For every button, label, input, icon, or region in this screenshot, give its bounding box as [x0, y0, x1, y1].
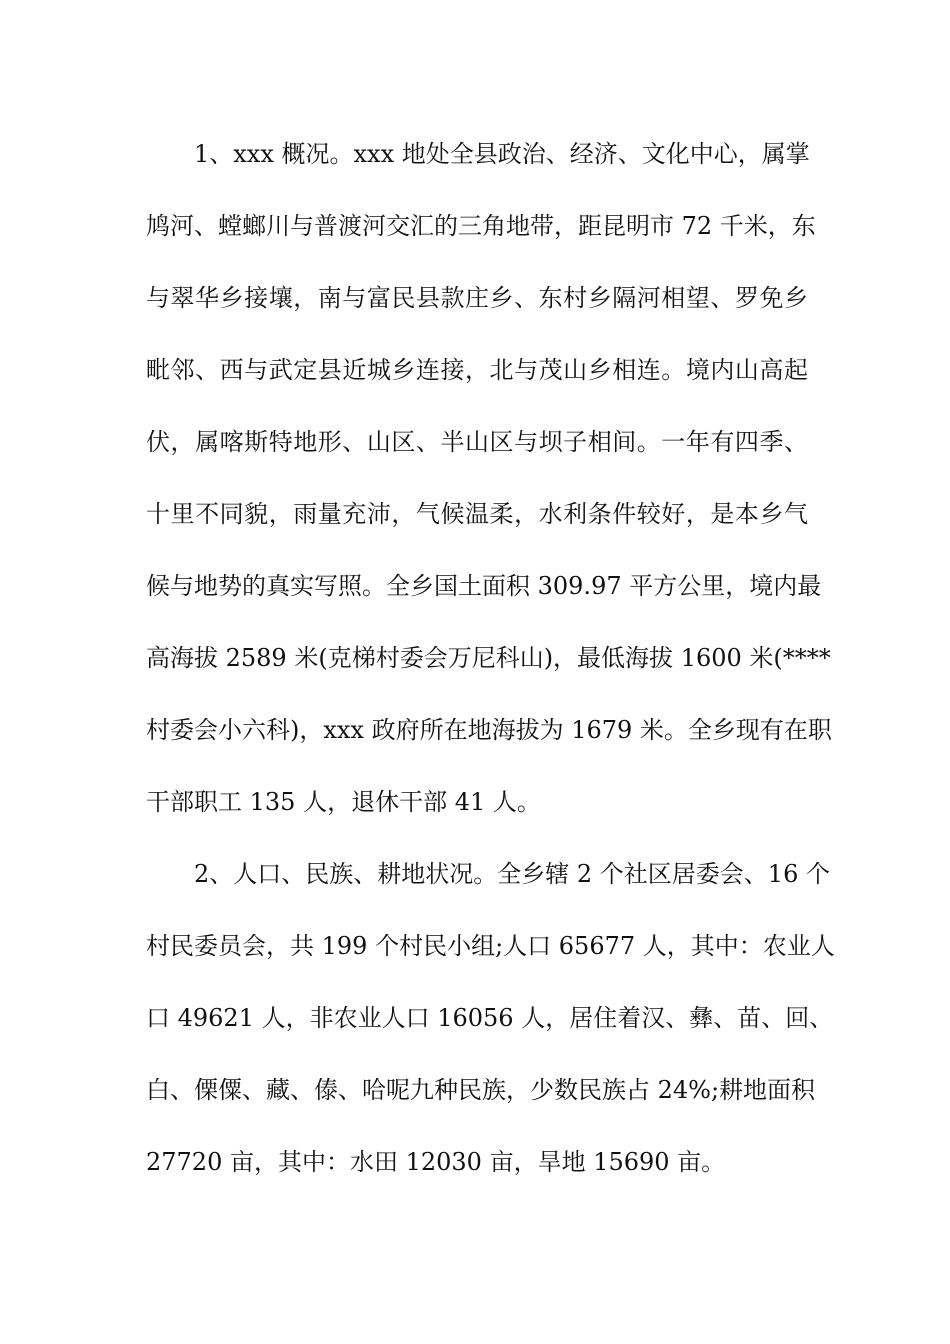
text-line: 毗邻、西与武定县近城乡连接，北与茂山乡相连。境内山高起 — [146, 356, 808, 384]
text-line: 干部职工 135 人，退休干部 41 人。 — [146, 788, 541, 816]
text-line: 27720 亩，其中：水田 12030 亩，旱地 15690 亩。 — [146, 1148, 726, 1176]
text-line: 村民委员会，共 199 个村民小组;人口 65677 人，其中：农业人 — [146, 932, 835, 960]
text-line: 伏，属喀斯特地形、山区、半山区与坝子相间。一年有四季、 — [146, 428, 808, 456]
text-line: 口 49621 人，非农业人口 16056 人，居住着汉、彝、苗、回、 — [146, 1004, 834, 1032]
text-line: 高海拔 2589 米(克梯村委会万尼科山)，最低海拔 1600 米(**** — [146, 644, 831, 672]
text-line: 与翠华乡接壤，南与富民县款庄乡、东村乡隔河相望、罗免乡 — [146, 284, 808, 312]
text-line: 鸠河、螳螂川与普渡河交汇的三角地带，距昆明市 72 千米，东 — [146, 212, 816, 240]
text-line: 白、傈僳、藏、傣、哈呢九种民族，少数民族占 24%;耕地面积 — [146, 1076, 816, 1104]
text-line: 候与地势的真实写照。全乡国土面积 309.97 平方公里，境内最 — [146, 572, 822, 600]
text-line: 1、xxx 概况。xxx 地处全县政治、经济、文化中心，属掌 — [194, 140, 810, 168]
text-line: 2、人口、民族、耕地状况。全乡辖 2 个社区居委会、16 个 — [194, 860, 830, 888]
text-line: 村委会小六科)，xxx 政府所在地海拔为 1679 米。全乡现有在职 — [146, 716, 832, 744]
text-line: 十里不同貌，雨量充沛，气候温柔，水利条件较好，是本乡气 — [146, 500, 808, 528]
